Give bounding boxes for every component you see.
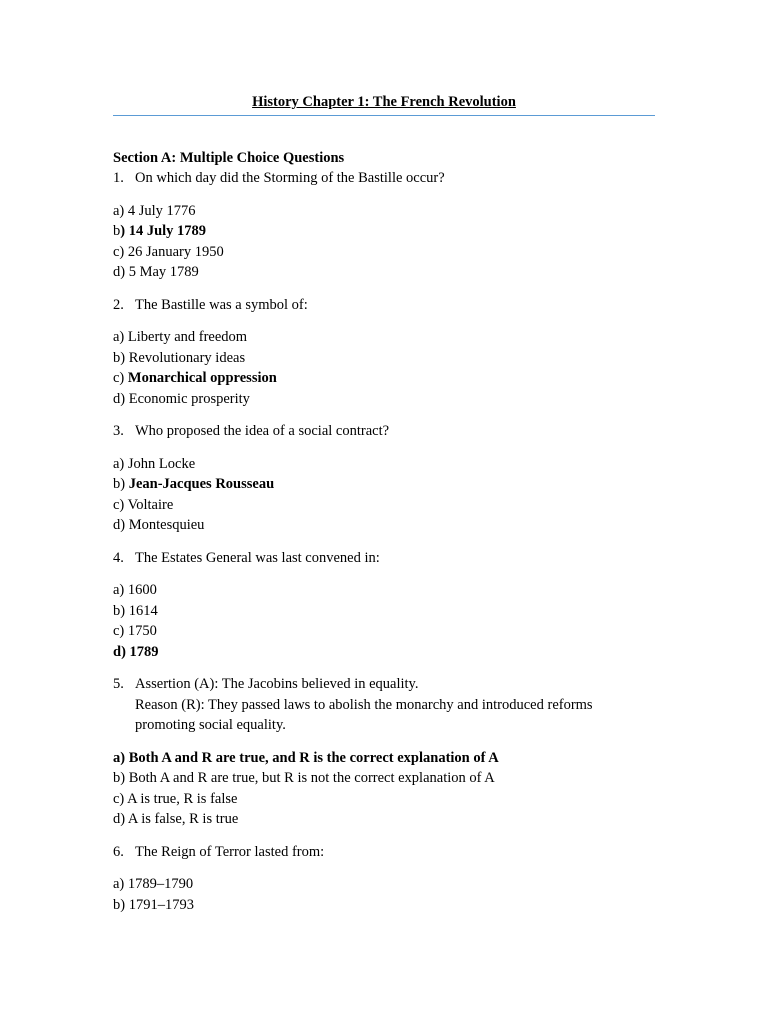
option-text: Revolutionary ideas [128, 349, 246, 366]
option-prefix: a) [113, 329, 128, 345]
option-b [113, 348, 655, 369]
option-d [113, 515, 655, 536]
option-a-correct [113, 748, 655, 769]
option-text: 1600 [127, 582, 157, 598]
option-c [113, 621, 655, 642]
options-list [113, 748, 655, 830]
option-b-correct [113, 474, 655, 495]
option-d [113, 389, 655, 410]
option-text: Liberty and freedom [127, 329, 248, 345]
option-prefix: a) [113, 749, 129, 766]
option-c [113, 242, 655, 263]
option-prefix: d) [113, 811, 128, 827]
option-prefix: b) [113, 602, 129, 619]
option-a [113, 874, 655, 895]
option-text: 26 January 1950 [127, 243, 224, 260]
option-text: Both A and R are true, and R is the correct explanation of A [128, 749, 499, 766]
option-text: 1750 [127, 623, 157, 639]
option-c [113, 789, 655, 810]
option-text: 1791–1793 [128, 896, 194, 913]
document-page [113, 92, 655, 915]
option-prefix: d) [113, 390, 129, 407]
option-text: 1789 [129, 643, 159, 660]
option-prefix: a) [113, 455, 128, 472]
option-text: A is false, R is true [127, 811, 239, 827]
option-text: John Locke [127, 455, 196, 472]
question-text: The Reign of Terror lasted from: [135, 843, 325, 860]
question-1 [113, 168, 655, 283]
option-prefix: d) [113, 517, 129, 533]
option-prefix: d) [113, 264, 129, 280]
option-prefix: c) [113, 623, 128, 639]
option-c [113, 495, 655, 516]
question-number: 6. [113, 843, 124, 860]
question-number: 5. [113, 676, 124, 692]
question-number: 1. [113, 170, 124, 186]
question-number: 3. [113, 423, 124, 439]
option-prefix: c) [113, 370, 128, 386]
option-d [113, 809, 655, 830]
option-prefix: b) [113, 896, 129, 913]
question-4 [113, 548, 655, 663]
option-text: Jean-Jacques Rousseau [128, 476, 275, 492]
question-6 [113, 842, 655, 916]
option-prefix: b) [113, 476, 129, 492]
document-title: History Chapter 1: The French Revolution [252, 94, 516, 110]
option-prefix: a) [113, 582, 128, 598]
option-a [113, 580, 655, 601]
option-b [113, 768, 655, 789]
option-a [113, 201, 655, 222]
option-text: Voltaire [127, 496, 174, 513]
option-prefix: b) [113, 349, 129, 366]
section-heading: Section A: Multiple Choice Questions [113, 150, 345, 166]
question-5 [113, 674, 655, 830]
question-text: On which day did the Storming of the Bastille occur? [135, 170, 445, 186]
question-number: 4. [113, 549, 124, 566]
question-text: Who proposed the idea of a social contract? [135, 423, 390, 439]
question-number: 2. [113, 296, 124, 313]
options-list [113, 201, 655, 283]
option-d [113, 262, 655, 283]
question-text: The Bastille was a symbol of: [135, 296, 308, 313]
option-prefix: c) [113, 790, 128, 807]
option-d-correct [113, 642, 655, 663]
options-list [113, 327, 655, 409]
option-text: 4 July 1776 [127, 202, 196, 219]
option-b [113, 895, 655, 916]
option-text: Monarchical oppression [127, 370, 277, 386]
option-text: Economic prosperity [128, 390, 250, 407]
option-prefix: a) [113, 876, 128, 892]
option-c-correct [113, 368, 655, 389]
options-list [113, 454, 655, 536]
option-a [113, 327, 655, 348]
title-rule [113, 115, 655, 116]
question-3 [113, 421, 655, 536]
assertion-text: Assertion (A): The Jacobins believed in equality. [135, 676, 419, 692]
option-text: Montesquieu [128, 517, 205, 533]
options-list [113, 580, 655, 662]
question-text: The Estates General was last convened in: [135, 549, 380, 566]
option-prefix: c) [113, 496, 128, 513]
option-prefix: b [113, 223, 121, 239]
options-list [113, 874, 655, 915]
option-text: 5 May 1789 [128, 264, 199, 280]
option-text: 1614 [128, 602, 158, 619]
option-text: Both A and R are true, but R is not the correct explanation of A [128, 770, 495, 786]
option-prefix: d) [113, 643, 130, 660]
reason-text: Reason (R): They passed laws to abolish the monarchy and introduced reforms promoting social equality. [135, 696, 593, 733]
option-prefix: a) [113, 202, 128, 219]
option-prefix: b) [113, 770, 129, 786]
option-text: 1789–1790 [127, 876, 194, 892]
option-text: A is true, R is false [127, 790, 238, 807]
option-b-correct [113, 221, 655, 242]
option-a [113, 454, 655, 475]
option-prefix: c) [113, 243, 128, 260]
question-2 [113, 295, 655, 410]
option-b [113, 601, 655, 622]
option-text: ) 14 July 1789 [120, 223, 207, 239]
